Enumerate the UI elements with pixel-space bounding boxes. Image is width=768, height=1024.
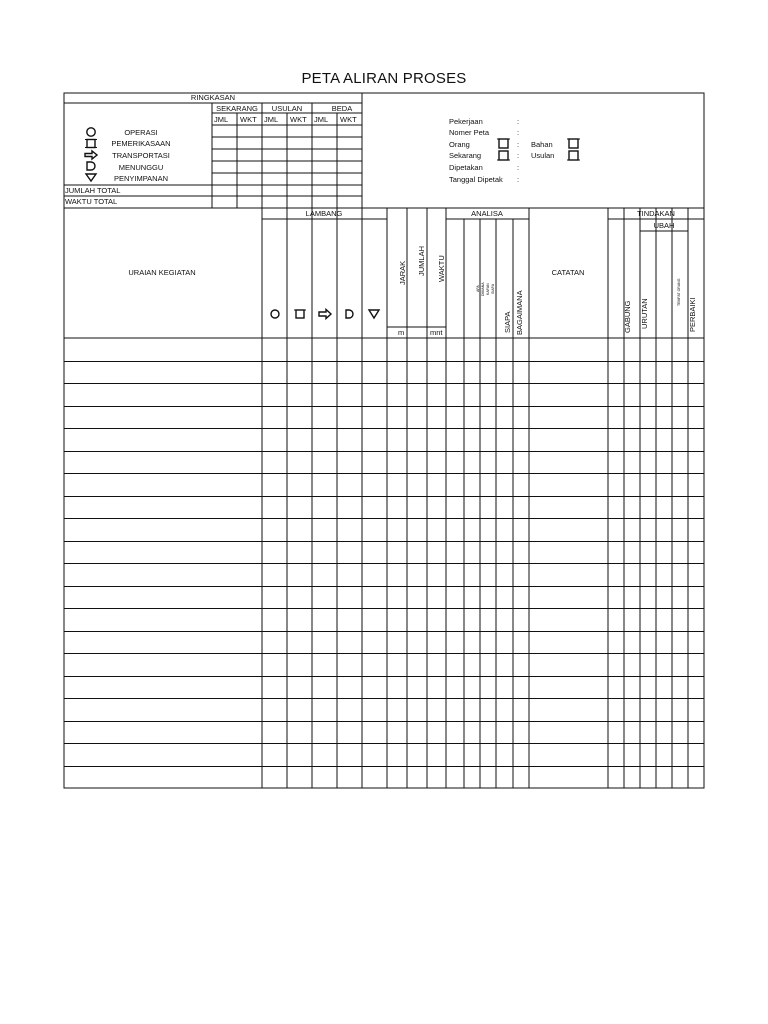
summary-group-usulan: USULAN xyxy=(271,104,303,113)
perbaiki-label: PERBAIKI xyxy=(688,297,697,332)
catatan-header: CATATAN xyxy=(551,268,585,277)
field-tanggal: Tanggal Dipetak xyxy=(449,175,503,184)
subcol-wkt: WKT xyxy=(340,115,357,124)
jarak-label: JARAK xyxy=(398,260,407,285)
colon: : xyxy=(517,151,520,160)
siapa-label: SIAPA xyxy=(503,311,512,333)
square-icon xyxy=(296,310,304,318)
jumlah-label: JUMLAH xyxy=(417,245,426,276)
urutan-label: URUTAN xyxy=(640,298,649,329)
summary-heading: RINGKASAN xyxy=(190,93,236,102)
triangle-icon xyxy=(86,174,96,181)
apa-label: APA xyxy=(476,285,480,292)
legend-penyimpanan: PENYIMPANAN xyxy=(113,174,169,183)
summary-group-sekarang: SEKARANG xyxy=(216,104,258,113)
lambang-header: LAMBANG xyxy=(305,209,343,218)
subcol-jml: JML xyxy=(314,115,329,124)
legend-operasi: OPERASI xyxy=(124,128,158,137)
summary-block xyxy=(64,93,704,208)
colon: : xyxy=(517,117,520,126)
orang-sekarang-box[interactable] xyxy=(497,139,510,160)
field-pekerjaan: Pekerjaan xyxy=(449,117,483,126)
colon: : xyxy=(517,140,520,149)
arrow-icon xyxy=(85,151,97,159)
summary-group-beda: BEDA xyxy=(331,104,353,113)
square-icon xyxy=(87,140,95,148)
kapan-label: KAPAN xyxy=(486,283,490,295)
legend-transportasi: TRANSPORTASI xyxy=(112,151,170,160)
legend-menunggu: MENUNGGU xyxy=(118,163,164,172)
subcol-wkt: WKT xyxy=(240,115,257,124)
subcol-jml: JML xyxy=(264,115,279,124)
circle-icon xyxy=(271,310,279,318)
legend-pemeriksaan: PEMERIKASAAN xyxy=(111,139,171,148)
analisa-header: ANALISA xyxy=(471,209,503,218)
subcol-jml: JML xyxy=(214,115,229,124)
colon: : xyxy=(517,128,520,137)
siapa-small-label: SIAPA xyxy=(491,283,495,294)
ubah-header: UBAH xyxy=(653,221,675,230)
colon: : xyxy=(517,163,520,172)
field-nomer-peta: Nomer Peta xyxy=(449,128,490,137)
field-sekarang: Sekarang xyxy=(449,151,482,160)
unit-mnt: mnt xyxy=(430,328,443,337)
tempat-orang-label: TEMPAT ORANG xyxy=(677,278,681,306)
unit-m: m xyxy=(398,328,405,337)
bagaimana-label: BAGAIMANA xyxy=(515,290,524,335)
field-usulan: Usulan xyxy=(531,151,555,160)
field-orang: Orang xyxy=(449,140,470,149)
arrow-icon xyxy=(319,310,331,319)
subcol-wkt: WKT xyxy=(290,115,307,124)
waktu-label: WAKTU xyxy=(437,255,446,282)
main-table xyxy=(64,208,704,788)
d-shape-icon xyxy=(87,162,95,170)
page-title: PETA ALIRAN PROSES xyxy=(301,70,467,87)
field-bahan: Bahan xyxy=(531,140,553,149)
colon: : xyxy=(517,175,520,184)
total-time-label: WAKTU TOTAL xyxy=(65,197,118,206)
bahan-usulan-box[interactable] xyxy=(567,139,580,160)
gabung-label: GABUNG xyxy=(623,300,632,333)
dimana-label: DIMANA xyxy=(481,282,485,296)
info-block xyxy=(449,117,580,184)
triangle-icon xyxy=(369,310,379,318)
field-dipetakan: Dipetakan xyxy=(449,163,483,172)
total-count-label: JUMLAH TOTAL xyxy=(65,186,121,195)
circle-icon xyxy=(87,128,95,136)
uraian-header: URAIAN KEGIATAN xyxy=(128,268,196,277)
tindakan-header: TINDAKAN xyxy=(637,209,675,218)
d-shape-icon xyxy=(346,310,353,318)
